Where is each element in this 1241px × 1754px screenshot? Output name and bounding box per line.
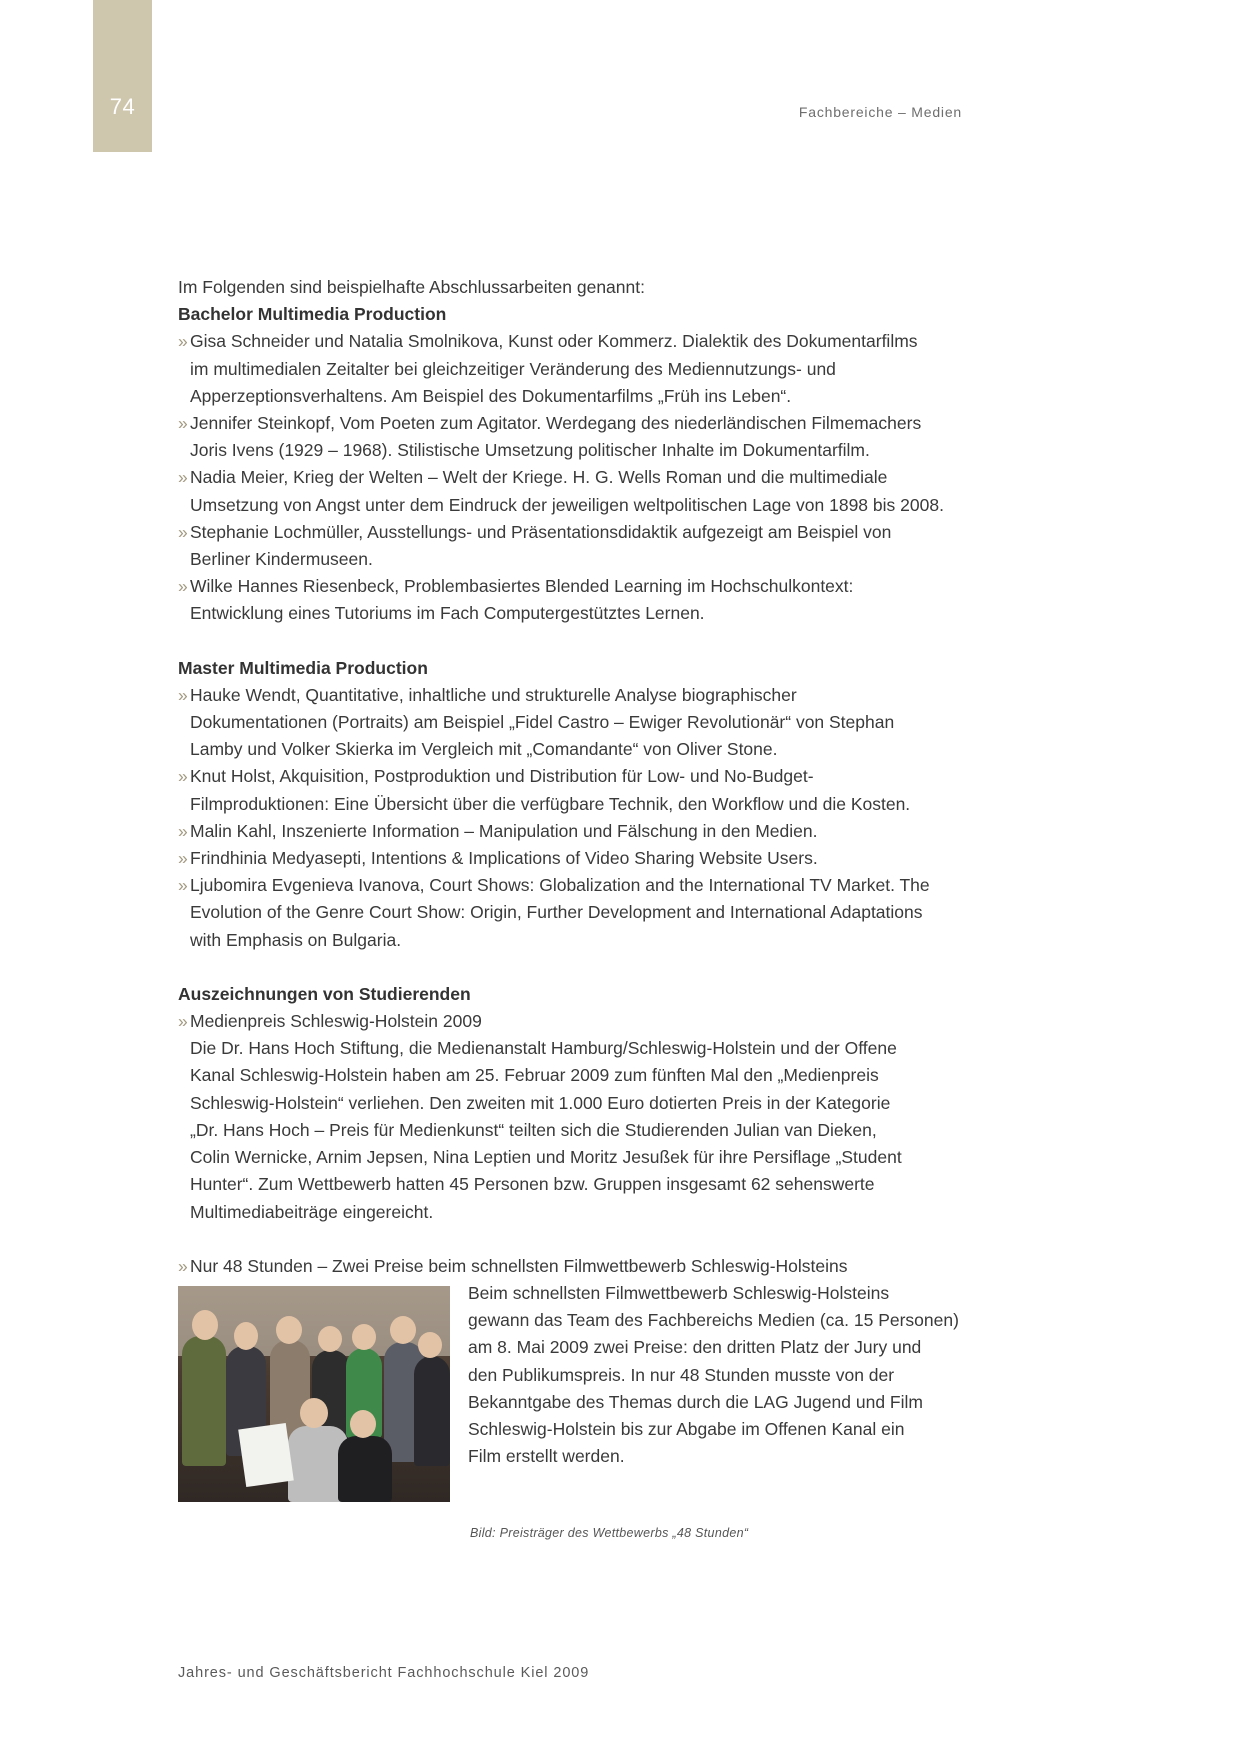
text-line: am 8. Mai 2009 zwei Preise: den dritten Platz der Jury und bbox=[468, 1337, 922, 1358]
list-item bbox=[178, 410, 978, 464]
list-item bbox=[178, 682, 978, 764]
intro-text: Im Folgenden sind beispielhafte Abschlussarbeiten genannt: bbox=[178, 277, 645, 297]
list-item-line: Evolution of the Genre Court Show: Origin, Further Development and International Adaptations bbox=[190, 902, 923, 923]
list-item-line: Apperzeptionsverhaltens. Am Beispiel des Dokumentarfilms „Früh ins Leben“. bbox=[190, 385, 792, 406]
list-item-line: Knut Holst, Akquisition, Postproduktion und Distribution für Low- und No-Budget- bbox=[190, 766, 814, 787]
text-line: Colin Wernicke, Arnim Jepsen, Nina Leptien und Moritz Jesußek für ihre Persiflage „Student bbox=[190, 1147, 902, 1168]
stunden48-title: » Nur 48 Stunden – Zwei Preise beim schnellsten Filmwettbewerb Schleswig-Holsteins bbox=[178, 1253, 978, 1280]
page-number: 74 bbox=[109, 94, 136, 119]
list-item-line: Frindhinia Medyasepti, Intentions & Implications of Video Sharing Website Users. bbox=[190, 848, 818, 869]
list-item-line: Stephanie Lochmüller, Ausstellungs- und Präsentationsdidaktik aufgezeigt am Beispiel von bbox=[190, 521, 892, 542]
medienpreis-text bbox=[178, 1035, 978, 1225]
text-line: Hunter“. Zum Wettbewerb hatten 45 Personen bzw. Gruppen insgesamt 62 sehenswerte bbox=[190, 1174, 875, 1195]
list-item-line: Malin Kahl, Inszenierte Information – Manipulation und Fälschung in den Medien. bbox=[190, 820, 818, 841]
winners-group-photo bbox=[178, 1286, 450, 1502]
text-line: Bekanntgabe des Themas durch die LAG Jugend und Film bbox=[468, 1391, 923, 1412]
list-item bbox=[178, 328, 978, 410]
text-line: Beim schnellsten Filmwettbewerb Schleswig-Holsteins bbox=[468, 1282, 890, 1303]
list-item-line: Hauke Wendt, Quantitative, inhaltliche und strukturelle Analyse biographischer bbox=[190, 684, 797, 705]
page-footer: Jahres- und Geschäftsbericht Fachhochschule Kiel 2009 bbox=[178, 1665, 590, 1681]
text-line: Schleswig-Holstein bis zur Abgabe im Offenen Kanal ein bbox=[468, 1418, 905, 1439]
main-content bbox=[178, 274, 978, 1540]
list-item-line: Joris Ivens (1929 – 1968). Stilistische Umsetzung politischer Inhalte im Dokumentarfilm. bbox=[190, 440, 870, 461]
list-item-line: Ljubomira Evgenieva Ivanova, Court Shows: Globalization and the International TV Market. The bbox=[190, 875, 930, 896]
list-item-line: Lamby und Volker Skierka im Vergleich mit „Comandante“ von Oliver Stone. bbox=[190, 739, 778, 760]
list-item bbox=[178, 763, 978, 817]
list-item bbox=[178, 519, 978, 573]
master-heading: Master Multimedia Production bbox=[178, 657, 428, 678]
stunden48-list bbox=[178, 1253, 978, 1280]
page-tab bbox=[93, 0, 152, 152]
list-item-line: Gisa Schneider und Natalia Smolnikova, Kunst oder Kommerz. Dialektik des Dokumentarfilms bbox=[190, 331, 918, 352]
text-line: Schleswig-Holstein“ verliehen. Den zweiten mit 1.000 Euro dotierten Preis in der Kategorie bbox=[190, 1092, 891, 1113]
list-item bbox=[178, 464, 978, 518]
list-item-line: Nadia Meier, Krieg der Welten – Welt der Kriege. H. G. Wells Roman und die multimediale bbox=[190, 467, 888, 488]
photo-caption: Bild: Preisträger des Wettbewerbs „48 Stunden“ bbox=[470, 1525, 749, 1540]
text-line: Film erstellt werden. bbox=[468, 1446, 625, 1467]
list-item bbox=[178, 845, 978, 872]
list-item-line: im multimedialen Zeitalter bei gleichzeitiger Veränderung des Mediennutzungs- und bbox=[190, 358, 836, 379]
master-list bbox=[178, 682, 978, 954]
list-item bbox=[178, 818, 978, 845]
medienpreis-list bbox=[178, 1008, 978, 1035]
bachelor-list bbox=[178, 328, 978, 627]
list-item-line: Berliner Kindermuseen. bbox=[190, 549, 373, 570]
list-item-line: Filmproduktionen: Eine Übersicht über die verfügbare Technik, den Workflow und die Kosten. bbox=[190, 793, 911, 814]
text-line: Multimediabeiträge eingereicht. bbox=[190, 1201, 434, 1222]
list-item-line: Umsetzung von Angst unter dem Eindruck der jeweiligen weltpolitischen Lage von 1898 bis 2008. bbox=[190, 494, 944, 515]
stunden48-text bbox=[468, 1280, 988, 1470]
text-line: Kanal Schleswig-Holstein haben am 25. Februar 2009 zum fünften Mal den „Medienpreis bbox=[190, 1065, 879, 1086]
text-line: den Publikumspreis. In nur 48 Stunden musste von der bbox=[468, 1364, 895, 1385]
list-item-line: Jennifer Steinkopf, Vom Poeten zum Agitator. Werdegang des niederländischen Filmemachers bbox=[190, 413, 922, 434]
awards-heading: Auszeichnungen von Studierenden bbox=[178, 983, 471, 1004]
section-header: Fachbereiche – Medien bbox=[798, 104, 962, 120]
list-item-line: with Emphasis on Bulgaria. bbox=[190, 929, 402, 950]
stunden48-row bbox=[178, 1280, 978, 1540]
list-item-line: Dokumentationen (Portraits) am Beispiel „Fidel Castro – Ewiger Revolutionär“ von Stephan bbox=[190, 712, 895, 733]
text-line: Die Dr. Hans Hoch Stiftung, die Medienanstalt Hamburg/Schleswig-Holstein und der Offene bbox=[190, 1038, 897, 1059]
text-line: gewann das Team des Fachbereichs Medien (ca. 15 Personen) bbox=[468, 1310, 959, 1331]
text-line: „Dr. Hans Hoch – Preis für Medienkunst“ teilten sich die Studierenden Julian van Dieken, bbox=[190, 1119, 877, 1140]
list-item bbox=[178, 872, 978, 954]
list-item-line: Entwicklung eines Tutoriums im Fach Computergestütztes Lernen. bbox=[190, 603, 705, 624]
bachelor-heading: Bachelor Multimedia Production bbox=[178, 304, 447, 325]
medienpreis-title: » Medienpreis Schleswig-Holstein 2009 bbox=[178, 1008, 978, 1035]
list-item-line: Wilke Hannes Riesenbeck, Problembasiertes Blended Learning im Hochschulkontext: bbox=[190, 576, 854, 597]
list-item bbox=[178, 573, 978, 627]
